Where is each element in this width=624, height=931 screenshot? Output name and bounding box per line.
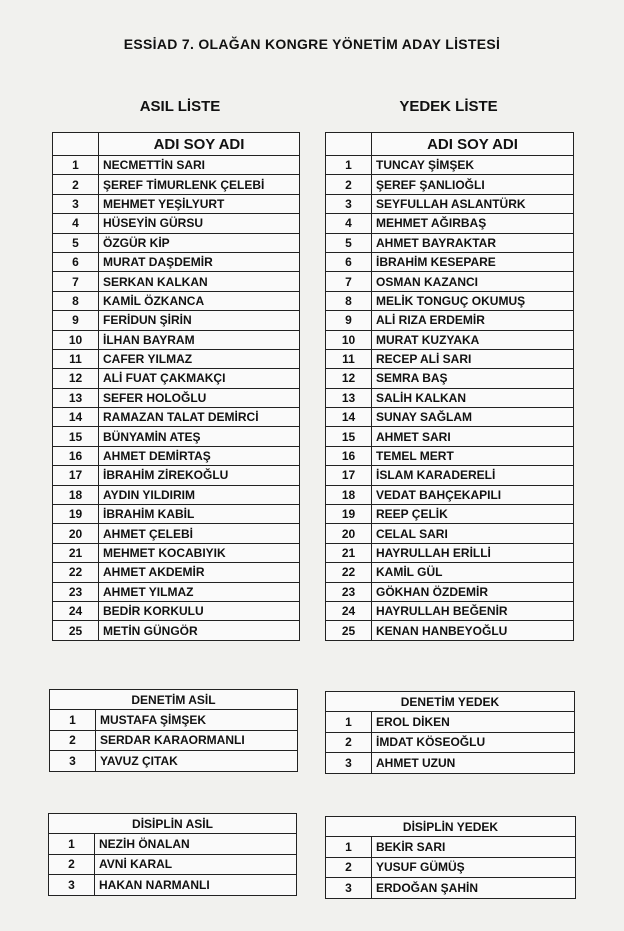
asil-liste-heading: ASIL LİSTE: [139, 98, 221, 115]
candidate-name: METİN GÜNGÖR: [99, 621, 300, 640]
table-row: [326, 291, 574, 310]
candidate-name: CAFER YILMAZ: [99, 349, 300, 368]
row-number: 2: [326, 732, 372, 753]
candidate-name: SERKAN KALKAN: [99, 272, 300, 291]
candidate-name: GÖKHAN ÖZDEMİR: [372, 582, 574, 601]
table-row: [53, 369, 300, 388]
corner-cell: [326, 133, 372, 156]
candidate-name: EROL DİKEN: [372, 712, 575, 733]
candidate-name: MUSTAFA ŞİMŞEK: [96, 710, 298, 731]
table-row: [53, 408, 300, 427]
candidate-name: HAYRULLAH ERİLLİ: [372, 543, 574, 562]
row-number: 1: [50, 710, 96, 731]
row-number: 7: [53, 272, 99, 291]
row-number: 15: [53, 427, 99, 446]
table-row: [53, 446, 300, 465]
yedek-liste-table: [325, 132, 574, 641]
row-number: 24: [53, 601, 99, 620]
row-number: 2: [326, 857, 372, 878]
denetim-asil-heading: DENETİM ASİL: [50, 690, 298, 710]
candidate-name: İSLAM KARADERELİ: [372, 466, 574, 485]
candidate-name: SALİH KALKAN: [372, 388, 574, 407]
candidate-name: FERİDUN ŞİRİN: [99, 311, 300, 330]
row-number: 4: [53, 214, 99, 233]
table-row: [49, 875, 297, 896]
yedek-liste-heading: YEDEK LİSTE: [399, 98, 498, 115]
candidate-name: AHMET UZUN: [372, 753, 575, 774]
candidate-name: RAMAZAN TALAT DEMİRCİ: [99, 408, 300, 427]
candidate-name: MEHMET KOCABIYIK: [99, 543, 300, 562]
table-row: [49, 834, 297, 855]
table-row: [326, 485, 574, 504]
row-number: 3: [326, 753, 372, 774]
row-number: 3: [49, 875, 95, 896]
table-row: [53, 466, 300, 485]
table-row: [326, 732, 575, 753]
table-row: [326, 388, 574, 407]
candidate-name: ÖZGÜR KİP: [99, 233, 300, 252]
asil-liste-table: [52, 132, 300, 641]
table-row: [326, 466, 574, 485]
table-row: [53, 252, 300, 271]
row-number: 9: [53, 311, 99, 330]
table-row: [326, 311, 574, 330]
candidate-name: ŞEREF TİMURLENK ÇELEBİ: [99, 175, 300, 194]
candidate-name: AHMET SARI: [372, 427, 574, 446]
candidate-name: AHMET AKDEMİR: [99, 563, 300, 582]
candidate-name: RECEP ALİ SARI: [372, 349, 574, 368]
denetim-yedek-heading: DENETİM YEDEK: [326, 692, 575, 712]
row-number: 14: [326, 408, 372, 427]
table-row: [53, 485, 300, 504]
candidate-name: OSMAN KAZANCI: [372, 272, 574, 291]
row-number: 14: [53, 408, 99, 427]
candidate-name: NEZİH ÖNALAN: [95, 834, 297, 855]
asil-liste-rows: [53, 156, 300, 641]
table-row: [53, 621, 300, 640]
candidate-name: TEMEL MERT: [372, 446, 574, 465]
candidate-name: VEDAT BAHÇEKAPILI: [372, 485, 574, 504]
column-header-name: ADI SOY ADI: [99, 133, 300, 156]
table-row: [326, 369, 574, 388]
denetim-asil-table: [49, 689, 298, 772]
table-row: [53, 427, 300, 446]
disiplin-yedek-heading: DİSİPLİN YEDEK: [326, 817, 576, 837]
candidate-name: MURAT DAŞDEMİR: [99, 252, 300, 271]
row-number: 18: [53, 485, 99, 504]
row-number: 7: [326, 272, 372, 291]
row-number: 12: [326, 369, 372, 388]
table-row: [53, 505, 300, 524]
candidate-name: SEYFULLAH ASLANTÜRK: [372, 194, 574, 213]
row-number: 25: [326, 621, 372, 640]
row-number: 17: [326, 466, 372, 485]
candidate-name: İBRAHİM KESEPARE: [372, 252, 574, 271]
row-number: 8: [326, 291, 372, 310]
row-number: 24: [326, 601, 372, 620]
table-row: [326, 175, 574, 194]
table-row: [326, 837, 576, 858]
table-row: [53, 349, 300, 368]
candidate-name: ALİ RIZA ERDEMİR: [372, 311, 574, 330]
candidate-name: AVNİ KARAL: [95, 854, 297, 875]
disiplin-asil-heading: DİSİPLİN ASİL: [49, 814, 297, 834]
row-number: 6: [326, 252, 372, 271]
row-number: 15: [326, 427, 372, 446]
candidate-name: AHMET BAYRAKTAR: [372, 233, 574, 252]
row-number: 5: [53, 233, 99, 252]
candidate-name: SEFER HOLOĞLU: [99, 388, 300, 407]
candidate-name: BEKİR SARI: [372, 837, 576, 858]
row-number: 23: [53, 582, 99, 601]
table-row: [326, 621, 574, 640]
table-row: [326, 214, 574, 233]
table-row: [326, 252, 574, 271]
table-row: [326, 601, 574, 620]
candidate-name: İLHAN BAYRAM: [99, 330, 300, 349]
candidate-name: SERDAR KARAORMANLI: [96, 730, 298, 751]
denetim-asil-rows: [50, 710, 298, 772]
row-number: 8: [53, 291, 99, 310]
candidate-name: İMDAT KÖSEOĞLU: [372, 732, 575, 753]
row-number: 3: [326, 878, 372, 899]
row-number: 11: [326, 349, 372, 368]
row-number: 23: [326, 582, 372, 601]
candidate-name: BEDİR KORKULU: [99, 601, 300, 620]
table-row: [326, 194, 574, 213]
disiplin-yedek-rows: [326, 837, 576, 899]
row-number: 21: [326, 543, 372, 562]
candidate-name: HAYRULLAH BEĞENİR: [372, 601, 574, 620]
candidate-name: KENAN HANBEYOĞLU: [372, 621, 574, 640]
candidate-name: AYDIN YILDIRIM: [99, 485, 300, 504]
candidate-name: SEMRA BAŞ: [372, 369, 574, 388]
table-row: [326, 582, 574, 601]
table-row: [326, 233, 574, 252]
table-row: [53, 272, 300, 291]
candidate-name: İBRAHİM ZİREKOĞLU: [99, 466, 300, 485]
row-number: 1: [53, 156, 99, 175]
row-number: 1: [326, 156, 372, 175]
row-number: 22: [53, 563, 99, 582]
row-number: 16: [326, 446, 372, 465]
table-row: [326, 156, 574, 175]
denetim-yedek-table: [325, 691, 575, 774]
table-row: [53, 233, 300, 252]
row-number: 22: [326, 563, 372, 582]
table-row: [326, 505, 574, 524]
row-number: 18: [326, 485, 372, 504]
table-row: [53, 291, 300, 310]
table-row: [50, 751, 298, 772]
table-row: [326, 349, 574, 368]
candidate-name: MURAT KUZYAKA: [372, 330, 574, 349]
table-row: [53, 388, 300, 407]
table-row: [53, 601, 300, 620]
row-number: 11: [53, 349, 99, 368]
candidate-name: AHMET DEMİRTAŞ: [99, 446, 300, 465]
candidate-name: TUNCAY ŞİMŞEK: [372, 156, 574, 175]
table-row: [326, 524, 574, 543]
candidate-name: ERDOĞAN ŞAHİN: [372, 878, 576, 899]
row-number: 6: [53, 252, 99, 271]
row-number: 19: [53, 505, 99, 524]
candidate-name: MELİK TONGUÇ OKUMUŞ: [372, 291, 574, 310]
row-number: 3: [50, 751, 96, 772]
candidate-name: CELAL SARI: [372, 524, 574, 543]
row-number: 16: [53, 446, 99, 465]
candidate-name: HAKAN NARMANLI: [95, 875, 297, 896]
table-row: [326, 446, 574, 465]
table-row: [53, 311, 300, 330]
table-row: [53, 524, 300, 543]
candidate-name: HÜSEYİN GÜRSU: [99, 214, 300, 233]
document-title: ESSİAD 7. OLAĞAN KONGRE YÖNETİM ADAY LİSTESİ: [123, 36, 501, 52]
candidate-name: BÜNYAMİN ATEŞ: [99, 427, 300, 446]
row-number: 17: [53, 466, 99, 485]
row-number: 3: [326, 194, 372, 213]
row-number: 4: [326, 214, 372, 233]
candidate-name: ALİ FUAT ÇAKMAKÇI: [99, 369, 300, 388]
row-number: 13: [326, 388, 372, 407]
candidate-name: YAVUZ ÇITAK: [96, 751, 298, 772]
table-row: [326, 753, 575, 774]
row-number: 3: [53, 194, 99, 213]
table-row: [326, 330, 574, 349]
disiplin-asil-table: [48, 813, 297, 896]
row-number: 25: [53, 621, 99, 640]
candidate-name: MEHMET AĞIRBAŞ: [372, 214, 574, 233]
candidate-name: MEHMET YEŞİLYURT: [99, 194, 300, 213]
candidate-name: KAMİL ÖZKANCA: [99, 291, 300, 310]
row-number: 20: [326, 524, 372, 543]
denetim-yedek-rows: [326, 712, 575, 774]
table-row: [326, 563, 574, 582]
table-row: [53, 543, 300, 562]
disiplin-yedek-table: [325, 816, 576, 899]
row-number: 12: [53, 369, 99, 388]
row-number: 2: [50, 730, 96, 751]
row-number: 2: [49, 854, 95, 875]
row-number: 1: [326, 712, 372, 733]
candidate-name: AHMET YILMAZ: [99, 582, 300, 601]
table-row: [53, 582, 300, 601]
table-row: [53, 156, 300, 175]
candidate-name: İBRAHİM KABİL: [99, 505, 300, 524]
row-number: 20: [53, 524, 99, 543]
row-number: 2: [53, 175, 99, 194]
candidate-name: SUNAY SAĞLAM: [372, 408, 574, 427]
column-header-name: ADI SOY ADI: [372, 133, 574, 156]
table-row: [53, 194, 300, 213]
table-row: [53, 214, 300, 233]
table-row: [326, 857, 576, 878]
table-row: [53, 330, 300, 349]
table-row: [50, 710, 298, 731]
candidate-name: KAMİL GÜL: [372, 563, 574, 582]
row-number: 9: [326, 311, 372, 330]
candidate-name: AHMET ÇELEBİ: [99, 524, 300, 543]
disiplin-asil-rows: [49, 834, 297, 896]
candidate-name: NECMETTİN SARI: [99, 156, 300, 175]
candidate-name: REEP ÇELİK: [372, 505, 574, 524]
row-number: 10: [53, 330, 99, 349]
table-row: [50, 730, 298, 751]
table-row: [326, 427, 574, 446]
yedek-liste-rows: [326, 156, 574, 641]
candidate-name: YUSUF GÜMÜŞ: [372, 857, 576, 878]
row-number: 5: [326, 233, 372, 252]
corner-cell: [53, 133, 99, 156]
row-number: 19: [326, 505, 372, 524]
table-row: [53, 563, 300, 582]
row-number: 1: [49, 834, 95, 855]
row-number: 13: [53, 388, 99, 407]
table-row: [326, 712, 575, 733]
table-row: [49, 854, 297, 875]
row-number: 10: [326, 330, 372, 349]
table-row: [326, 878, 576, 899]
table-row: [326, 543, 574, 562]
row-number: 1: [326, 837, 372, 858]
candidate-name: ŞEREF ŞANLIOĞLI: [372, 175, 574, 194]
row-number: 21: [53, 543, 99, 562]
table-row: [326, 272, 574, 291]
table-row: [53, 175, 300, 194]
table-row: [326, 408, 574, 427]
row-number: 2: [326, 175, 372, 194]
